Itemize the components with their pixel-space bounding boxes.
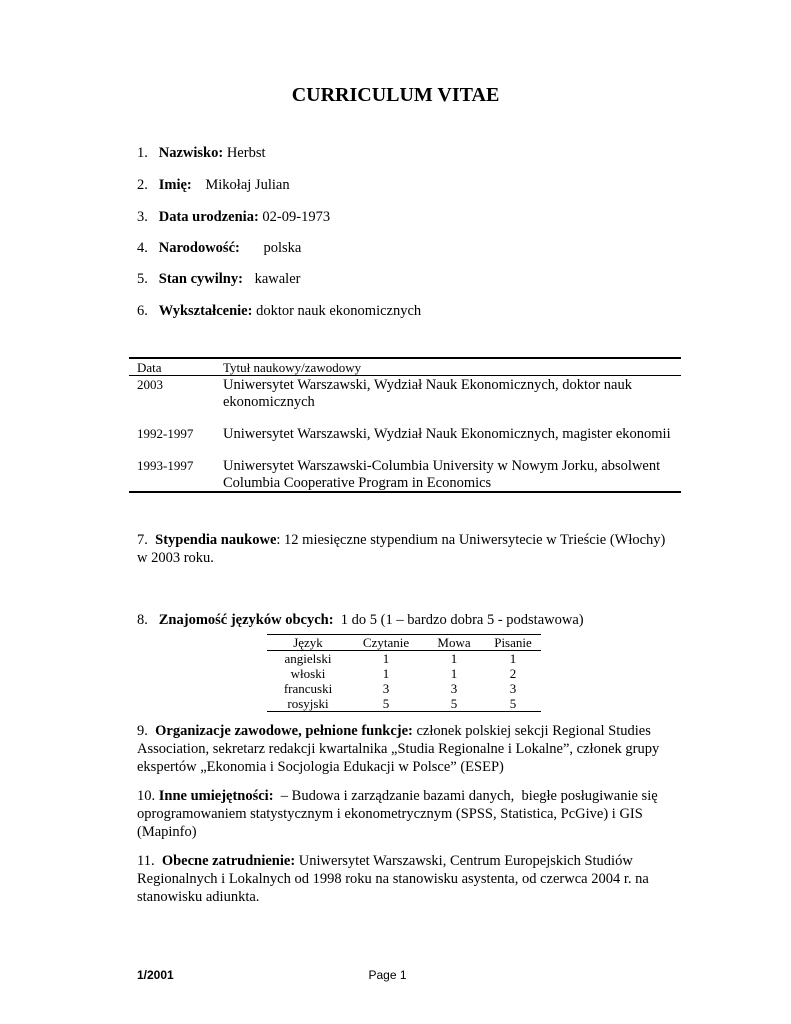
education-row-date: 1993-1997 xyxy=(137,458,194,473)
section-organizations xyxy=(137,722,677,776)
table-cell: 5 xyxy=(423,696,485,712)
education-table-top-rule xyxy=(129,357,681,359)
table-cell: 3 xyxy=(382,681,390,696)
language-scale: 1 do 5 (1 – bardzo dobra 5 - podstawowa) xyxy=(340,612,584,628)
item-label: Narodowość: xyxy=(158,240,240,256)
section-text: – Budowa i zarządzanie bazami danych, biegłe posługiwanie się oprogramowaniem statystycznym i ekonometrycznym (SPSS, Statistica, PcGive) i GIS (Mapinfo) xyxy=(137,788,662,840)
item-label: Wykształcenie: xyxy=(158,303,253,319)
table-cell: rosyjski xyxy=(267,696,349,712)
languages-table xyxy=(267,634,541,712)
footer-page-number: Page 1 xyxy=(368,968,407,982)
table-row xyxy=(267,651,541,667)
item-surname xyxy=(137,144,266,162)
section-label: Inne umiejętności: xyxy=(158,788,274,804)
item-number: 8. xyxy=(137,612,148,628)
item-value: Mikołaj Julian xyxy=(205,177,290,193)
item-number: 10. xyxy=(137,788,156,804)
item-marital-status xyxy=(137,270,300,288)
column-header: Mowa xyxy=(423,635,485,651)
item-education xyxy=(137,302,421,320)
column-header: Czytanie xyxy=(349,635,423,651)
education-row-date: 2003 xyxy=(137,377,163,392)
section-employment xyxy=(137,852,677,906)
education-row-text: Uniwersytet Warszawski, Wydział Nauk Ekonomicznych, magister ekonomii xyxy=(223,426,671,442)
education-header-title: Tytuł naukowy/zawodowy xyxy=(223,360,362,375)
column-header: Język xyxy=(267,635,349,651)
education-header-date: Data xyxy=(137,360,162,375)
section-text: : 12 miesięczne stypendium na Uniwersytecie w Trieście (Włochy) w 2003 roku. xyxy=(137,532,666,566)
section-languages xyxy=(137,611,677,629)
section-text: członek polskiej sekcji Regional Studies Association, sekretarz redakcji kwartalnika „Studia Regionalne i Lokalne”, członek grupy ekspertów „Ekonomia i Socjologia Edukacji w Polsce” (ESEP) xyxy=(137,723,660,775)
item-number: 4. xyxy=(137,240,148,256)
item-first-name xyxy=(137,176,290,194)
table-cell: francuski xyxy=(283,681,333,696)
education-table-bottom-rule xyxy=(129,491,681,493)
item-value: doktor nauk ekonomicznych xyxy=(256,303,422,319)
table-row xyxy=(267,666,541,681)
item-number: 6. xyxy=(137,303,148,319)
item-number: 9. xyxy=(137,723,148,739)
item-nationality xyxy=(137,239,301,257)
table-cell: 1 xyxy=(450,666,458,681)
table-header-row xyxy=(267,635,541,651)
section-label: Znajomość języków obcych: xyxy=(158,612,334,628)
education-table-header-rule xyxy=(129,375,681,376)
section-label: Obecne zatrudnienie: xyxy=(161,853,296,869)
table-cell: 1 xyxy=(382,666,390,681)
item-number: 7. xyxy=(137,532,148,548)
education-row-text: Uniwersytet Warszawski-Columbia University w Nowym Jorku, absolwent Columbia Cooperative Program in Economics xyxy=(223,458,661,491)
item-value: kawaler xyxy=(254,271,301,287)
item-number: 2. xyxy=(137,177,148,193)
item-label: Nazwisko: xyxy=(158,145,224,161)
education-row-date: 1992-1997 xyxy=(137,426,194,441)
item-label: Data urodzenia: xyxy=(158,209,259,225)
item-label: Imię: xyxy=(158,177,192,193)
table-cell: 3 xyxy=(450,681,458,696)
footer-left: 1/2001 xyxy=(137,968,174,982)
item-value: Herbst xyxy=(226,145,266,161)
section-label: Organizacje zawodowe, pełnione funkcje: xyxy=(155,723,413,739)
education-row-text: Uniwersytet Warszawski, Wydział Nauk Ekonomicznych, doktor nauk ekonomicznych xyxy=(223,377,632,410)
table-cell: 5 xyxy=(349,696,423,712)
table-cell: angielski xyxy=(284,651,332,666)
table-row xyxy=(267,681,541,696)
item-birth-date xyxy=(137,208,330,226)
table-cell: 1 xyxy=(450,651,458,666)
item-number: 3. xyxy=(137,209,148,225)
item-number: 11. xyxy=(137,853,155,869)
item-value: polska xyxy=(263,240,302,256)
table-cell: 2 xyxy=(509,666,517,681)
item-label: Stan cywilny: xyxy=(158,271,243,287)
section-skills xyxy=(137,787,677,841)
table-cell: 1 xyxy=(382,651,390,666)
section-scholarships xyxy=(137,531,677,567)
item-number: 5. xyxy=(137,271,148,287)
table-cell: 3 xyxy=(509,681,517,696)
document-title: CURRICULUM VITAE xyxy=(291,84,500,106)
table-cell: włoski xyxy=(290,666,326,681)
column-header: Pisanie xyxy=(485,635,541,651)
item-number: 1. xyxy=(137,145,148,161)
section-text: Uniwersytet Warszawski, Centrum Europejskich Studiów Regionalnych i Lokalnych od 1998 roku na stanowisku asystenta, od czerwca 2004 r. na stanowisku adiunkta. xyxy=(137,853,649,905)
table-cell: 5 xyxy=(485,696,541,712)
item-value: 02-09-1973 xyxy=(262,209,331,225)
table-cell: 1 xyxy=(509,651,517,666)
section-label: Stypendia naukowe xyxy=(155,532,277,548)
table-row xyxy=(267,696,541,712)
